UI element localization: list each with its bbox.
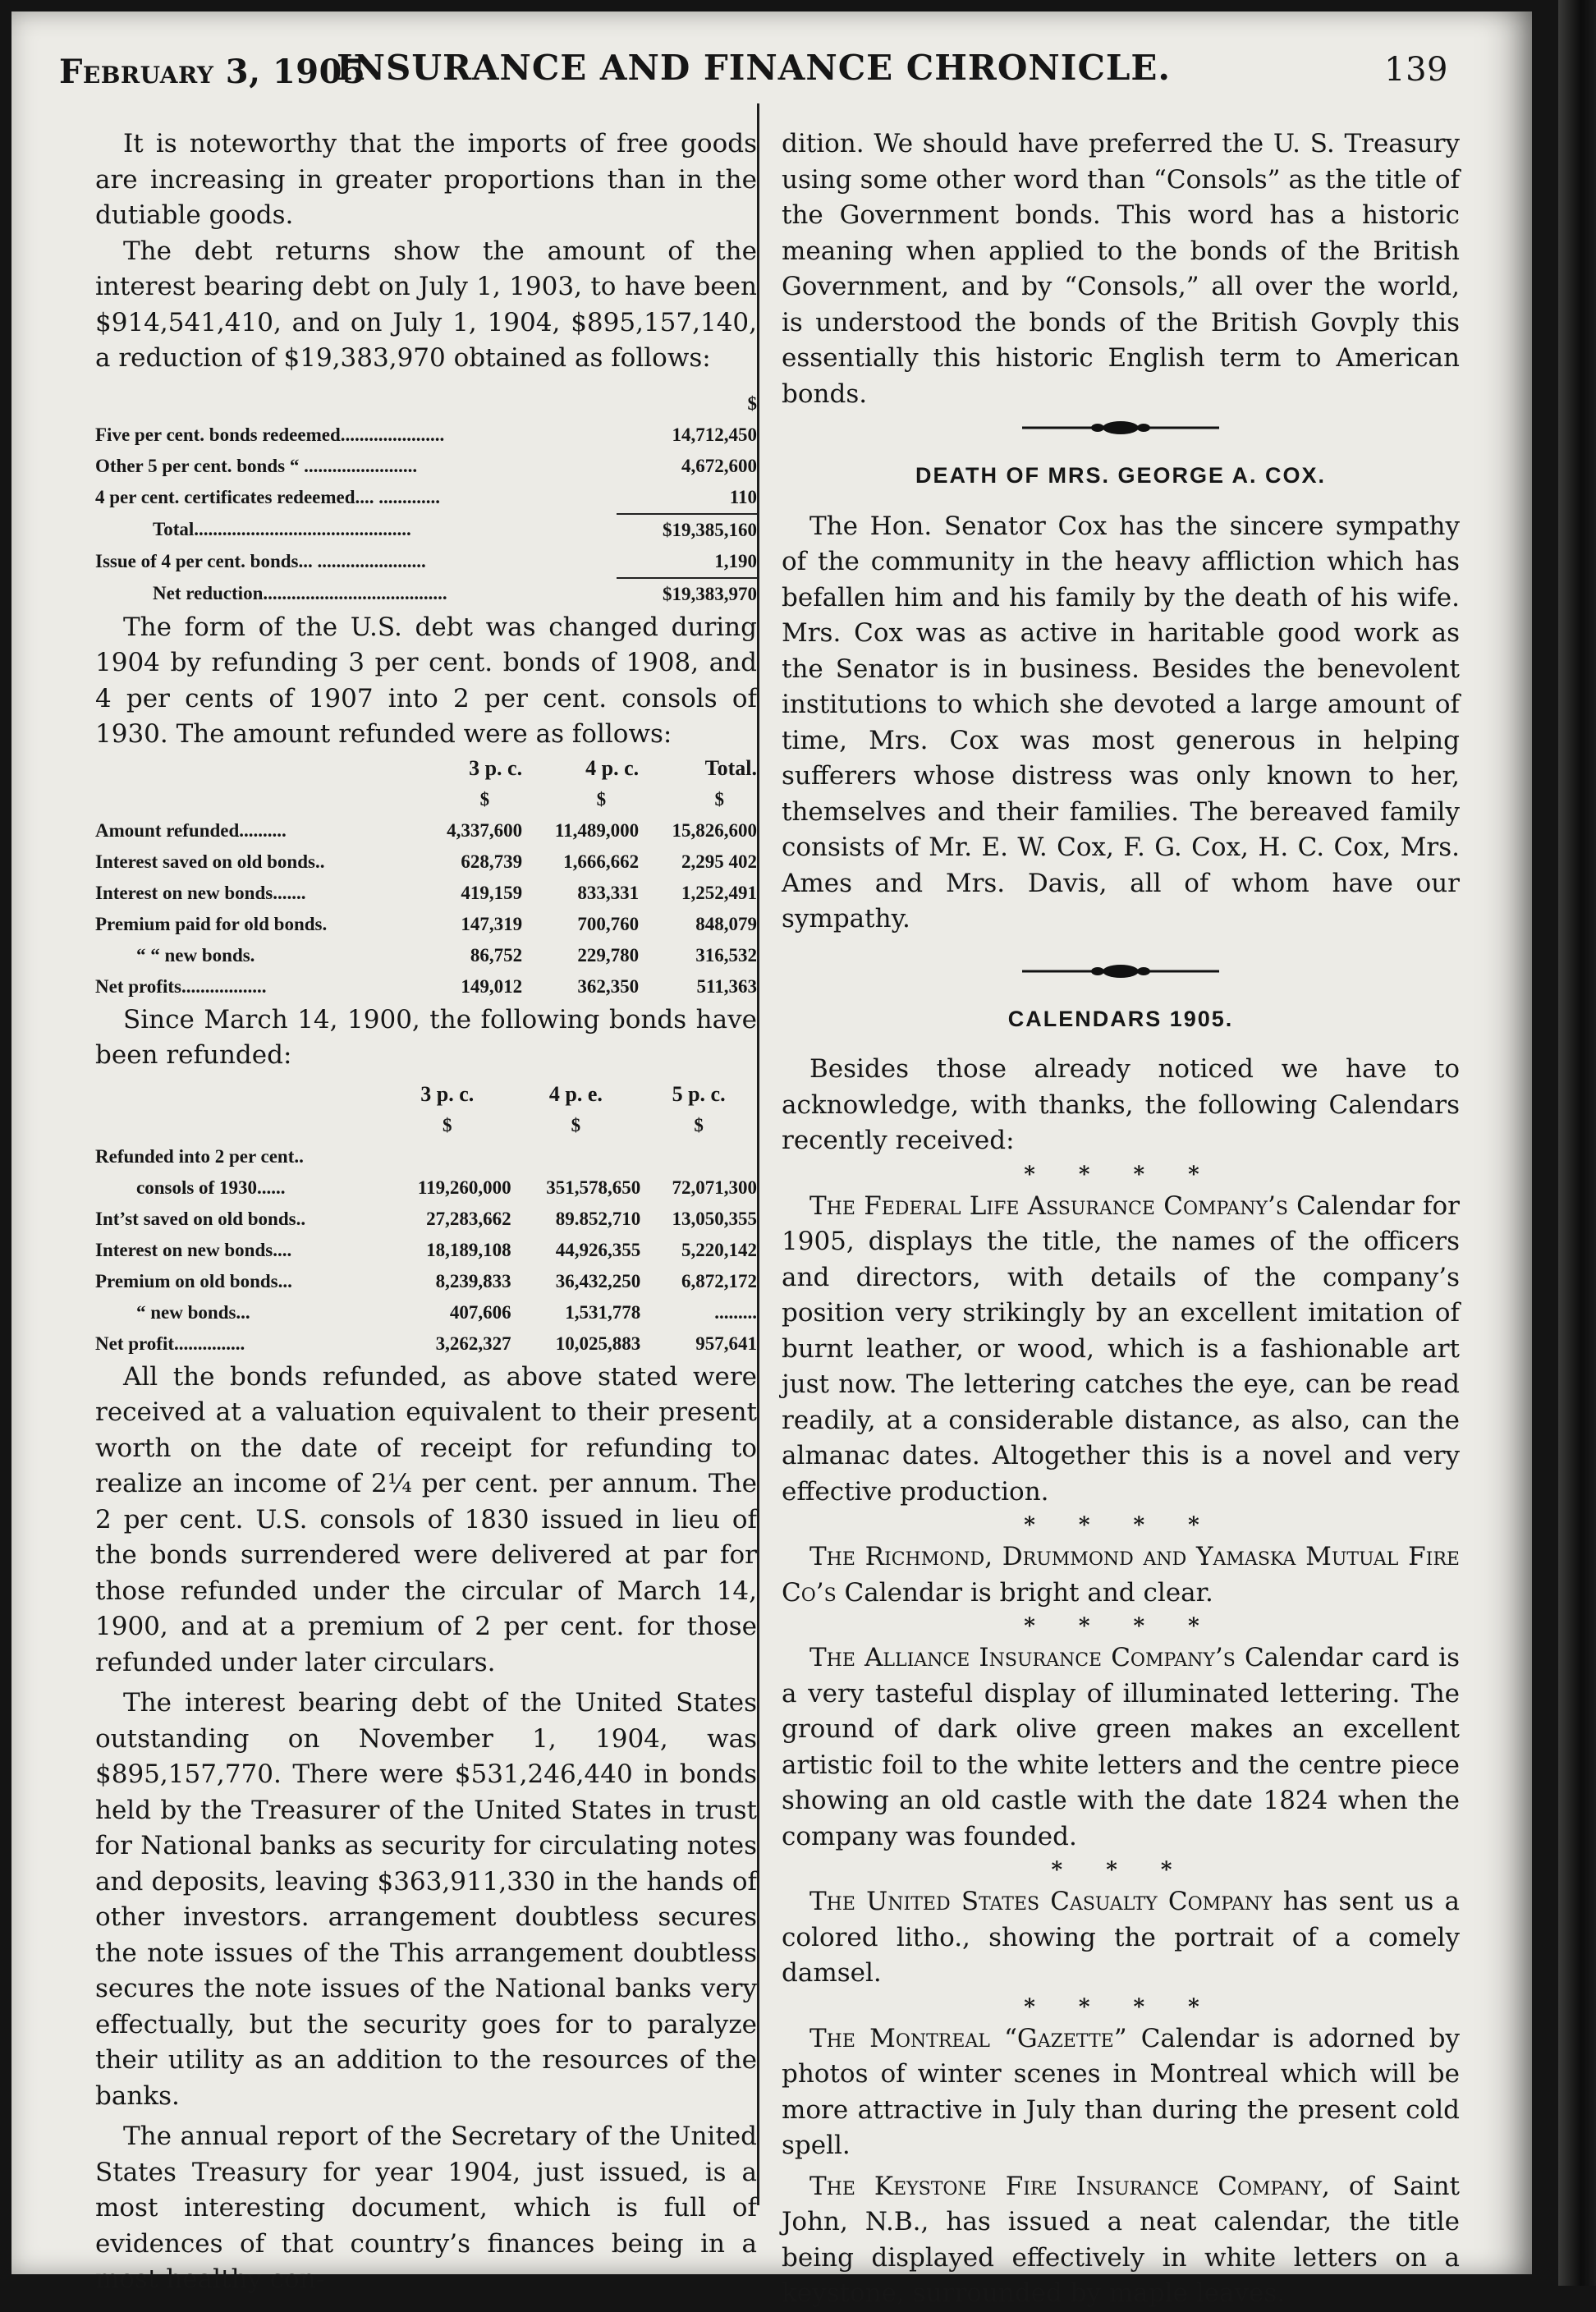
cell: 8,239,833 [435,1270,511,1291]
company-name: The Keystone Fire Insurance Company, [809,2171,1330,2201]
cell: 1,252,491 [681,882,757,903]
cell: 1,666,662 [563,851,640,872]
col-header: 3 p. c. [420,1081,475,1106]
row-value: 14,712,450 [672,424,757,445]
calendar-entry [782,2169,1460,2312]
table-row [95,971,757,1002]
page-header [59,48,1448,97]
net-label: Net reduction....................................... [153,583,447,603]
calendar-entry [782,1640,1460,1855]
row-label: Amount refunded.......... [95,819,287,841]
issue-label: Issue of 4 per cent. bonds... ....................... [95,551,426,571]
cell: 4,337,600 [447,819,523,841]
row-label: Net profits.................. [95,975,267,997]
cell: 833,331 [577,882,640,903]
row-label: Premium paid for old bonds. [95,913,328,934]
table-row [95,1328,757,1360]
unit-label: $ [714,788,724,810]
row-label: Interest on new bonds....... [95,882,306,903]
cell: 511,363 [696,975,757,997]
cell: 15,826,600 [672,819,757,841]
entry-text: Calendar card is a very tasteful display of illuminated lettering. The ground of dark olive green makes an excellent artistic foil to the white letters and the centre piece showing an old castle with the date 1824 when the company was founded. [782,1643,1461,1851]
refunding-since-1900-table [95,1079,757,1360]
unit-label: $ [596,788,607,810]
table-row [95,846,757,878]
paragraph: Since March 14, 1900, the following bonds have been refunded: [95,1004,757,1070]
row-label: Interest on new bonds.... [95,1239,292,1260]
issue-value: 1,190 [714,550,757,571]
column-rule [757,103,759,2205]
cell: 362,350 [577,975,640,997]
paragraph: Besides those already noticed we have to acknowledge, with thanks, the following Calendars recently received: [782,1054,1460,1155]
paragraph: The annual report of the Secretary of the United States Treasury for year 1904, just issued, is a most interesting document, which is full of evidences of that country’s finances being in a most healthy con- [95,2122,757,2294]
cell: 351,578,650 [546,1177,641,1198]
cell: 848,079 [695,913,757,934]
separator-stars: * * * * [1024,1614,1218,1639]
cell: 72,071,300 [672,1177,757,1198]
row-label: Five per cent. bonds redeemed...................... [95,424,445,445]
total-value: $19,385,160 [617,514,757,546]
row-label: Interest saved on old bonds.. [95,851,325,872]
paragraph: All the bonds refunded, as above stated were received at a valuation equivalent to their present worth on the date of receipt for refunding to realize an income of 2¼ per cent. per annum. The 2 per cent. U.S. consols of 1830 issued in lieu of the bonds surrendered were delivered at par for those refunded under the circular of March 14, 1900, and at a premium of 2 per cent. for those refunded under later circulars. [95,1361,757,1677]
cell: 18,189,108 [426,1239,511,1260]
table-row [95,451,757,482]
left-column [95,126,757,2298]
row-label: 4 per cent. certificates redeemed.... ............. [95,487,441,507]
debt-reduction-table [95,388,757,610]
scanned-page [11,11,1532,2308]
cell: 86,752 [470,944,523,966]
row-label: “ new bonds... [136,1301,250,1323]
page-number: 139 [1384,51,1448,89]
row-value: 110 [729,486,757,507]
total-label: Total.............................................. [153,519,411,539]
cell: 957,641 [695,1333,757,1354]
calendar-entry [782,1539,1460,1611]
col-header: 3 p. c. [469,755,523,780]
col-header: 5 p. c. [672,1081,726,1106]
separator-stars: * * * * [1024,1513,1218,1538]
cell: 119,260,000 [417,1177,511,1198]
table-row [95,1235,757,1266]
row-label: “ “ new bonds. [136,944,255,966]
table-row [95,878,757,909]
table-row [95,482,757,514]
cell: 628,739 [461,851,523,872]
paragraph: The debt returns show the amount of the interest bearing debt on July 1, 1903, to have been $914,541,410, and on July 1, 1904, $895,157,140, a reduction of $19,383,970 obtained as follows: [95,236,757,373]
entry-text: of Saint John, N.B., has issued a neat calendar, the title being displayed effectively in white letters on a keystone, surrounded by maple leaves. [782,2171,1461,2308]
entry-text: Calendar is bright and clear. [836,1577,1213,1608]
cell: 316,532 [695,944,757,966]
entry-text: has sent us a colored litho., showing the portrait of a comely damsel. [782,1887,1460,1988]
table-row [95,546,757,578]
cell: 1,531,778 [565,1301,641,1323]
company-name: The United States Casualty Company [809,1887,1273,1916]
company-name: The Montreal “Gazette” [809,2023,1127,2053]
table-row [95,1297,757,1328]
row-label: Refunded into 2 per cent.. [95,1145,304,1167]
paragraph: dition. We should have preferred the U. S. Treasury using some other word than “Consols” as the title of the Government bonds. This word has a historic meaning when applied to the bonds of the British Government, and by “Consols,” all over the world, is understood the bonds of the British Govply this essentially this historic English term to American bonds. [782,129,1460,409]
entry-text: Calendar is adorned by photos of winter scenes in Montreal which will be more attractive in July than during the present cold spell. [782,2023,1460,2160]
cell: 700,760 [577,913,640,934]
calendar-entry [782,2021,1460,2164]
unit-label: $ [747,392,757,414]
cell: 5,220,142 [681,1239,757,1260]
header-title: INSURANCE AND FINANCE CHRONICLE. [336,48,1172,88]
col-header: 4 p. c. [585,755,640,780]
separator-stars: * * * * [1024,1994,1218,2020]
cell: 36,432,250 [555,1270,641,1291]
row-value: 4,672,600 [681,455,757,476]
refunding-1904-table [95,753,757,1002]
cell: 2,295 402 [681,851,757,872]
table-row [95,940,757,971]
unit-label: $ [442,1114,452,1135]
section-heading: DEATH OF MRS. GEORGE A. COX. [915,463,1327,488]
cell: 6,872,172 [681,1270,757,1291]
net-value: $19,383,970 [617,578,757,610]
right-column [782,126,1460,2312]
entry-text: Calendar for 1905, displays the title, the names of the officers and directors, with details of the company’s position very strikingly by an excellent imitation of burnt leather, or wood, which is a fashionable art just now. The lettering catches the eye, can be read readily, at a considerable distance, as also, can the almanac dates. Altogether this is a novel and very effective production. [782,1190,1460,1507]
separator-stars: * * * [1051,1858,1190,1883]
unit-label: $ [571,1114,581,1135]
table-row [95,578,757,610]
table-row [95,1172,757,1204]
cell: 419,159 [461,882,523,903]
cell: 13,050,355 [672,1208,757,1229]
company-name: The Richmond, Drummond and Yamaska Mutual Fire Co’s [782,1542,1460,1608]
cell: 3,262,327 [435,1333,511,1354]
ornament-divider [1022,419,1219,437]
row-label: Premium on old bonds... [95,1270,292,1291]
cell: 44,926,355 [555,1239,641,1260]
row-label: Int’st saved on old bonds.. [95,1208,306,1229]
row-label: Other 5 per cent. bonds “ ........................ [95,455,418,476]
ornament-divider [1022,962,1219,980]
table-row [95,1266,757,1297]
calendar-entry [782,1884,1460,1992]
cell: 407,606 [449,1301,511,1323]
separator-stars: * * * * [1024,1162,1218,1187]
row-label: Net profit............... [95,1333,245,1354]
col-header: 4 p. e. [548,1081,603,1106]
row-label: consols of 1930...... [136,1177,286,1198]
paragraph: The Hon. Senator Cox has the sincere sympathy of the community in the heavy affliction which has befallen him and his family by the death of his wife. Mrs. Cox was as active in haritable good work as the Senator is in business. Besides the benevolent institutions to which she devoted a large amount of time, Mrs. Cox was most generous in helping sufferers whose distress was only known to her, themselves and their families. The bereaved family consists of Mr. E. W. Cox, F. G. Cox, H. C. Cox, Mrs. Ames and Mrs. Davis, all of whom have our sympathy. [782,511,1460,934]
company-name: The Alliance Insurance Company’s [809,1643,1236,1672]
cell: 229,780 [577,944,640,966]
paragraph: The interest bearing debt of the United States outstanding on November 1, 1904, was $895,157,770. There were $531,246,440 in bonds held by the Treasurer of the United States in trust for National banks as security for circulating notes and deposits, leaving $363,911,330 in the hands of other investors. arrangement doubtless secures the note issues of the This arrangement doubtless secures the note issues of the National banks very effectually, but the security goes for to paralyze their utility as an addition to the resources of the banks. [95,1688,757,2111]
table-row [95,514,757,546]
cell: 147,319 [461,913,523,934]
unit-label: $ [479,788,490,810]
table-row [95,1204,757,1235]
header-date: February 3, 1905 [59,53,366,91]
book-edge [1558,0,1596,2286]
paragraph: The form of the U.S. debt was changed during 1904 by refunding 3 per cent. bonds of 1908, and 4 per cents of 1907 into 2 per cent. consols of 1930. The amount refunded were as follows: [95,612,757,749]
cell: 11,489,000 [554,819,640,841]
cell: 10,025,883 [555,1333,641,1354]
cell: 89.852,710 [555,1208,641,1229]
cell: 149,012 [461,975,523,997]
table-row [95,909,757,940]
section-heading: CALENDARS 1905. [1007,1006,1234,1031]
col-header: Total. [704,755,757,780]
cell: ......... [714,1301,757,1323]
company-name: The Federal Life Assurance Company’s [809,1190,1288,1221]
paragraph: It is noteworthy that the imports of free goods are increasing in greater proportions than in the dutiable goods. [95,129,757,230]
table-row [95,420,757,451]
unit-label: $ [694,1114,704,1135]
cell: 27,283,662 [426,1208,511,1229]
calendar-entry [782,1189,1460,1511]
table-row [95,815,757,846]
